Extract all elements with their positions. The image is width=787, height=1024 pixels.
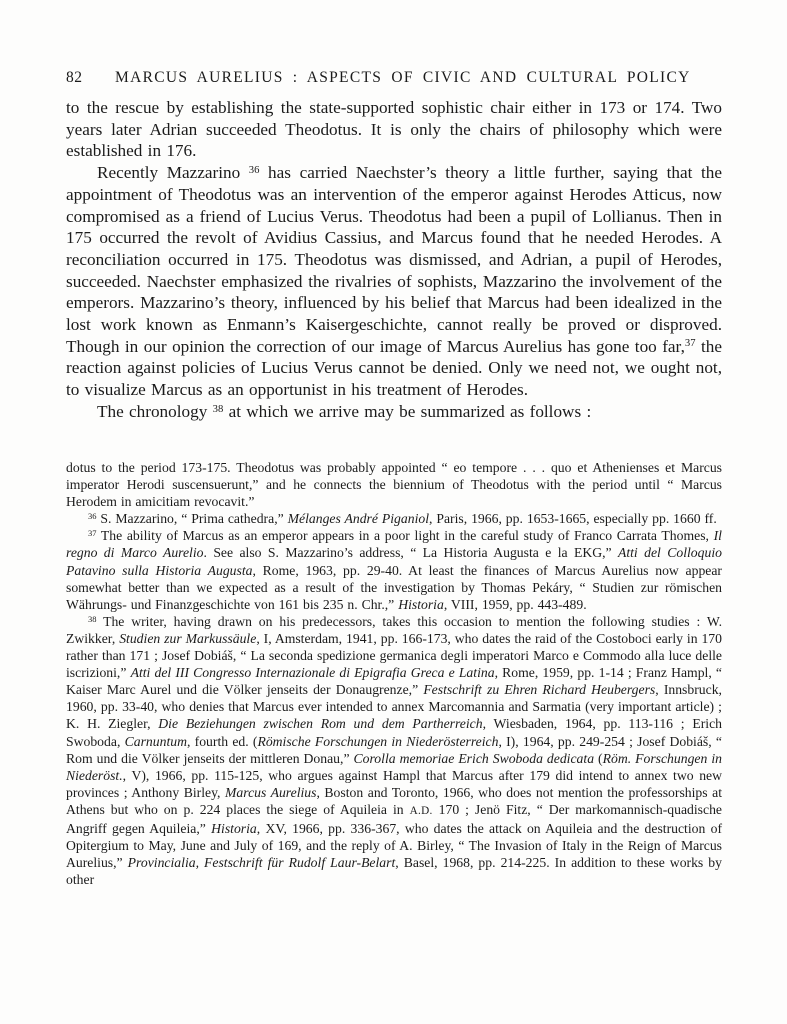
footnote-paragraph	[66, 459, 722, 510]
text-segment: The writer, having drawn on his predecessors, takes this occasion to mention the following studies : W. Zwikker,	[66, 613, 722, 646]
footnote-paragraph	[66, 527, 722, 612]
text-segment: (	[594, 750, 603, 766]
italic-text: Die Beziehungen zwischen Rom und dem Partherreich	[158, 716, 483, 732]
italic-text: Mélanges André Piganiol	[287, 511, 430, 527]
footnote-marker: 36	[248, 164, 260, 176]
text-segment: S. Mazzarino, “ Prima cathedra,”	[96, 511, 288, 527]
italic-text: Römische Forschungen in Niederösterreich	[257, 733, 499, 749]
text-segment: to the rescue by establishing the state-supported sophistic chair either in 173 or 174. Two years later Adrian succeeded Theodotus. It is only the chairs of philosophy which were established in 176.	[66, 98, 722, 161]
body-text	[66, 97, 722, 423]
text-segment: , Rome, 1959, pp. 1-14 ; Franz Hampl, “ Kaiser Marc Aurel und die Völker jenseits der Donaugrenze,”	[66, 665, 722, 698]
footnote-marker: 37	[684, 338, 696, 350]
body-paragraph	[66, 97, 722, 162]
text-segment: Recently Mazzarino	[97, 163, 249, 183]
text-segment: , Paris, 1966, pp. 1653-1665, especially pp. 1660 ff.	[429, 511, 717, 527]
footnote-paragraph	[66, 510, 722, 527]
footnote-paragraph	[66, 613, 722, 889]
text-segment: . See also S. Mazzarino’s address, “ La Historia Augusta e la EKG,”	[203, 545, 618, 561]
text-segment: at which we arrive may be summarized as follows :	[223, 401, 592, 421]
text-segment: The ability of Marcus as an emperor appears in a poor light in the careful study of Franco Carrata Thomes,	[96, 528, 714, 544]
text-segment: , V), 1966, pp. 115-125, who argues against Hampl that Marcus after 179 did intend to annex two new provinces ; Anthony Birley,	[66, 767, 722, 800]
text-segment: , Boston and Toronto, 1966, who does not mention the professorships at Athens but who on p. 224 places the siege of Aquileia in	[66, 784, 723, 817]
italic-text: Marcus Aurelius	[225, 784, 317, 800]
smallcaps-text: A.D.	[409, 804, 433, 817]
text-segment: has carried Naechster’s theory a little further, saying that the appointment of Theodotus was an intervention of the emperor against Herodes Atticus, now compromised as a friend of Lucius Verus. Theodotus had been a pupil of Lollianus. Then in 175 occurred the revolt of Avidius Cassius, and Marcus found that he needed Herodes. A reconciliation occurred in 175. Theodotus was dismissed, and Adrian, a pupil of Herodes, succeeded. Naechster emphasized the rivalries of sophists, Mazzarino the involvement of the emperors. Mazzarino’s theory, influenced by his belief that Marcus had been idealized in the lost work known as Enmann’s Kaisergeschichte, cannot really be proved or disproved. Though in our opinion the correction of our image of Marcus Aurelius has gone too far,	[66, 163, 723, 356]
text-segment: , fourth ed. (	[186, 733, 258, 749]
italic-text: Provincialia, Festschrift für Rudolf Laur-Belart	[127, 855, 396, 871]
text-segment: , Basel, 1968, pp. 214-225. In addition to these works by other	[66, 855, 722, 888]
footnotes	[66, 459, 722, 888]
body-paragraph	[66, 162, 722, 401]
text-segment: the reaction against policies of Lucius Verus cannot be denied. Only we need not, we ought not, to visualize Marcus as an opportunist in his treatment of Herodes.	[66, 336, 723, 400]
footnote-marker: 37	[88, 528, 97, 539]
footnote-marker: 36	[88, 511, 97, 522]
text-segment: The chronology	[97, 401, 213, 421]
text-segment: , Innsbruck, 1960, pp. 33-40, who denies that Marcus ever intended to annex Marcomannia and Sarmatia (very important article) ; K. H. Ziegler,	[66, 682, 722, 732]
text-segment: , XV, 1966, pp. 336-367, who dates the attack on Aquileia and the destruction of Opitergium to May, June and July of 169, and the reply of A. Birley, “ The Invasion of Italy in the Reign of Marcus Aurelius,”	[66, 820, 722, 871]
running-title: MARCUS AURELIUS : ASPECTS OF CIVIC AND CULTURAL POLICY	[115, 69, 691, 86]
page-number: 82	[66, 69, 83, 86]
text-segment: , VIII, 1959, pp. 443-489.	[443, 596, 587, 612]
text-segment: 170 ; Jenö Fitz, “ Der markomannisch-quadische Angriff gegen Aquileia,”	[66, 801, 722, 836]
italic-text: Röm. Forschungen in Niederöst.	[66, 750, 722, 783]
text-segment: , I, Amsterdam, 1941, pp. 166-173, who dates the raid of the Costoboci early in 170 rather than 171 ; Josef Dobiáš, “ La seconda spedizione germanica degli imperatori Marco e Commodo alla luce delle iscrizioni,”	[66, 630, 722, 681]
italic-text: Historia	[398, 596, 444, 612]
text-segment: , Rome, 1963, pp. 29-40. At least the finances of Marcus Aurelius now appear somewhat better than we expected as a result of the investigation by Thomas Pekáry, “ Studien zur römischen Währungs- und Finanzgeschichte von 161 bis 235 n. Chr.,”	[66, 562, 722, 612]
text-segment: , I), 1964, pp. 249-254 ; Josef Dobiáš, “ Rom und die Völker jenseits der mittleren Donau,”	[66, 733, 722, 766]
footnote-marker: 38	[88, 613, 97, 624]
italic-text: Atti del Colloquio Patavino sulla Historia Augusta	[66, 545, 722, 578]
body-paragraph	[66, 401, 722, 423]
italic-text: Festschrift zu Ehren Richard Heubergers	[423, 682, 656, 698]
italic-text: Carnuntum	[124, 733, 187, 749]
text-segment: dotus to the period 173-175. Theodotus was probably appointed “ eo tempore . . . quo et Athenienses et Marcus imperator Herodi suscensuerunt,” and he connects the biennium of Theodotus with the period until “ Marcus Herodem in amicitiam revocavit.”	[66, 460, 722, 510]
footnote-marker: 38	[212, 403, 224, 415]
italic-text: Corolla memoriae Erich Swoboda dedicata	[353, 750, 595, 766]
text-segment: , Wiesbaden, 1964, pp. 113-116 ; Erich Swoboda,	[66, 716, 722, 749]
italic-text: Historia	[211, 820, 257, 836]
italic-text: Il regno di Marco Aurelio	[66, 528, 722, 561]
running-header	[66, 69, 722, 87]
italic-text: Studien zur Markussäule	[119, 630, 257, 646]
italic-text: Atti del III Congresso Internazionale di Epigrafia Greca e Latina	[130, 665, 495, 681]
